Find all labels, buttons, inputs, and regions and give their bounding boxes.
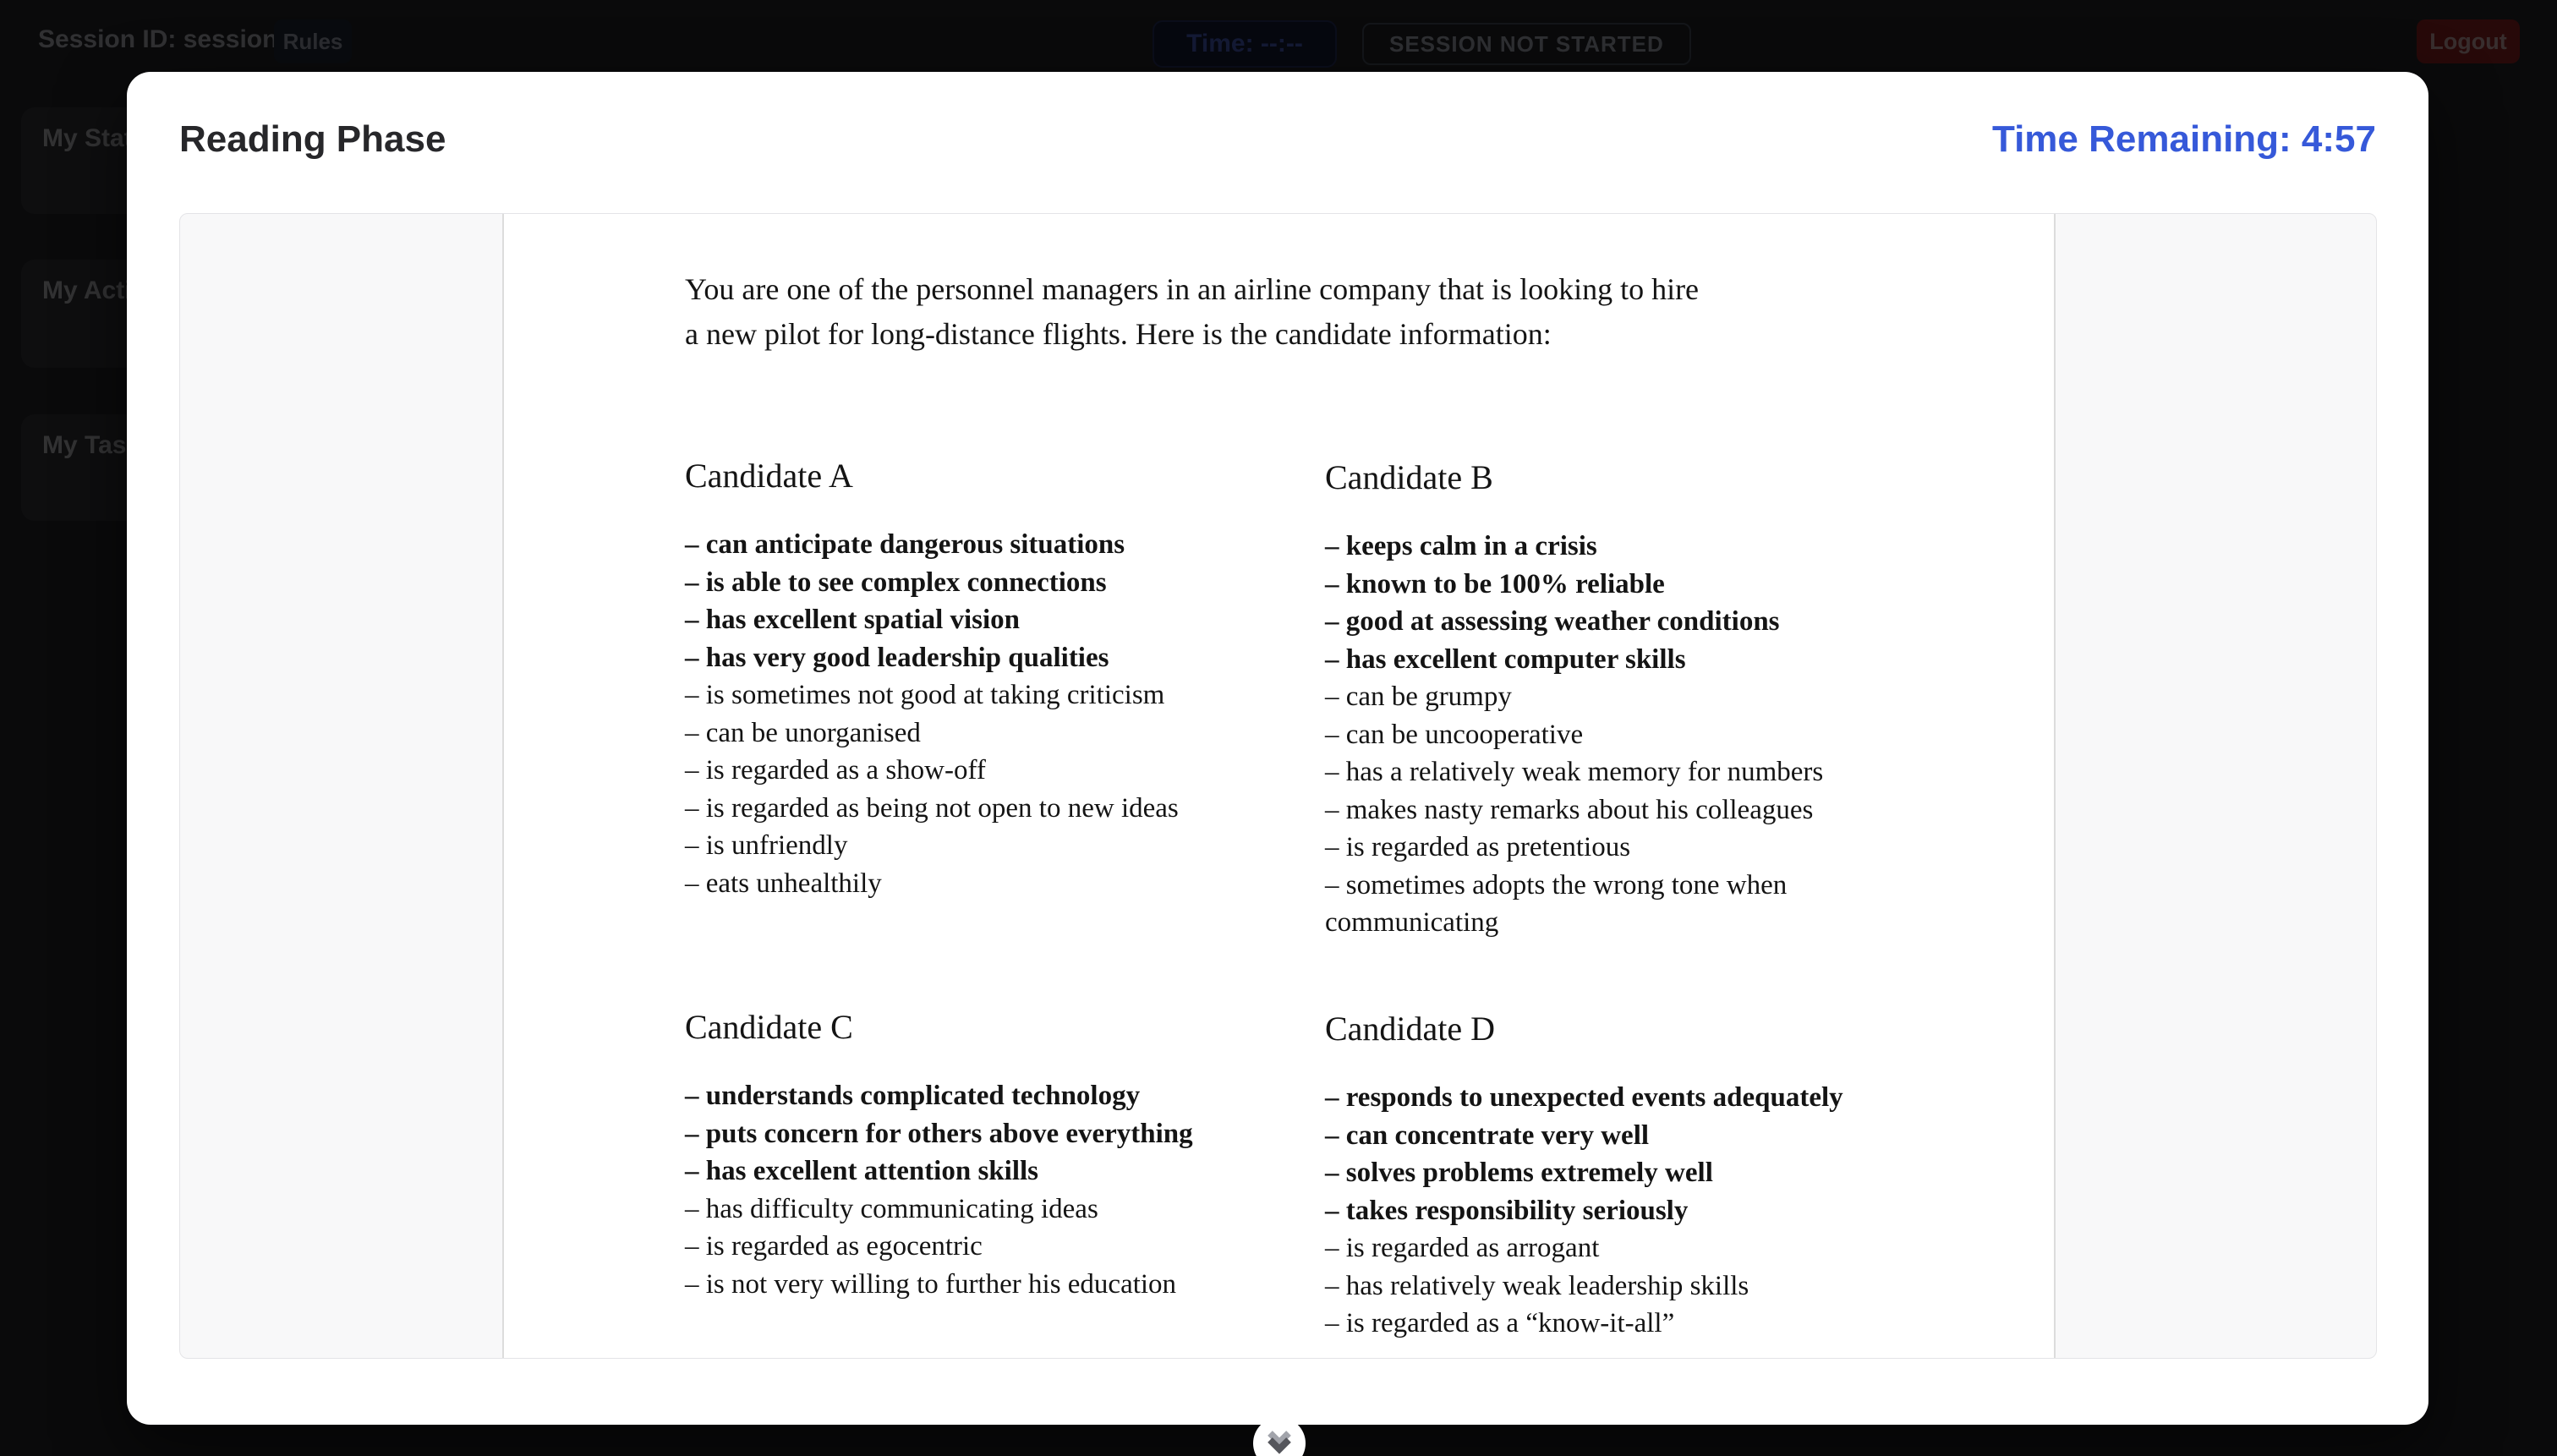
- reading-phase-modal: [127, 72, 2428, 1425]
- candidate-heading: Candidate C: [685, 1008, 853, 1046]
- trait-item: – has difficulty communicating ideas: [685, 1193, 1098, 1224]
- trait-item: – has excellent spatial vision: [685, 605, 1021, 635]
- trait-item: – puts concern for others above everything: [685, 1118, 1193, 1149]
- trait-item: – keeps calm in a crisis: [1325, 531, 1597, 561]
- trait-item: – is not very willing to further his education: [685, 1268, 1177, 1300]
- trait-item: – is regarded as egocentric: [685, 1231, 983, 1262]
- trait-item: – makes nasty remarks about his colleagues: [1325, 794, 1814, 825]
- trait-item: – has excellent attention skills: [685, 1156, 1038, 1186]
- trait-item: – known to be 100% reliable: [1325, 568, 1665, 599]
- candidate-section-d: [1325, 1009, 1866, 1343]
- candidate-section-b: [1325, 457, 1866, 942]
- trait-item: – has relatively weak leadership skills: [1325, 1270, 1749, 1301]
- candidate-heading: Candidate A: [685, 457, 853, 495]
- candidate-heading: Candidate D: [1325, 1010, 1496, 1048]
- double-chevron-down-icon: [1265, 1431, 1294, 1456]
- trait-item: – responds to unexpected events adequately: [1325, 1082, 1843, 1113]
- trait-item: – is regarded as pretentious: [1325, 832, 1631, 862]
- intro-line: You are one of the personnel managers in an airline company that is looking to hire: [685, 272, 1700, 306]
- trait-item: – has excellent computer skills: [1325, 643, 1686, 675]
- trait-item: – is unfriendly: [685, 830, 848, 861]
- candidate-heading: Candidate B: [1325, 458, 1493, 496]
- trait-item: – takes responsibility seriously: [1325, 1195, 1689, 1226]
- trait-item: – good at assessing weather conditions: [1325, 606, 1780, 637]
- time-remaining-label: Time Remaining: 4:57: [1992, 118, 2376, 160]
- trait-item: – sometimes adopts the wrong tone when communicating: [1325, 869, 1788, 938]
- modal-title: Reading Phase: [179, 118, 446, 160]
- trait-item: – can anticipate dangerous situations: [685, 529, 1125, 560]
- trait-item: – solves problems extremely well: [1325, 1158, 1713, 1188]
- trait-item: – is regarded as being not open to new ideas: [685, 792, 1179, 824]
- trait-item: – has a relatively weak memory for numbers: [1325, 757, 1824, 787]
- document-page: [502, 214, 2056, 1358]
- document-viewer[interactable]: [179, 213, 2377, 1359]
- trait-item: – understands complicated technology: [685, 1081, 1141, 1111]
- trait-item: – can be uncooperative: [1325, 719, 1584, 750]
- trait-item: – has very good leadership qualities: [685, 642, 1109, 673]
- trait-item: – can be grumpy: [1325, 681, 1512, 712]
- intro-line: a new pilot for long-distance flights. Here is the candidate information:: [685, 317, 1552, 351]
- trait-item: – can concentrate very well: [1325, 1119, 1650, 1151]
- trait-item: – is sometimes not good at taking criticism: [685, 680, 1165, 710]
- trait-item: – can be unorganised: [685, 717, 921, 748]
- candidate-section-c: [685, 1007, 1311, 1303]
- trait-item: – eats unhealthily: [685, 868, 882, 899]
- trait-item: – is regarded as a show-off: [685, 755, 986, 785]
- document-intro: [685, 267, 1919, 357]
- candidate-section-a: [685, 456, 1311, 902]
- trait-item: – is regarded as a “know-it-all”: [1325, 1308, 1675, 1338]
- trait-item: – is able to see complex connections: [685, 567, 1107, 598]
- trait-item: – is regarded as arrogant: [1325, 1233, 1600, 1263]
